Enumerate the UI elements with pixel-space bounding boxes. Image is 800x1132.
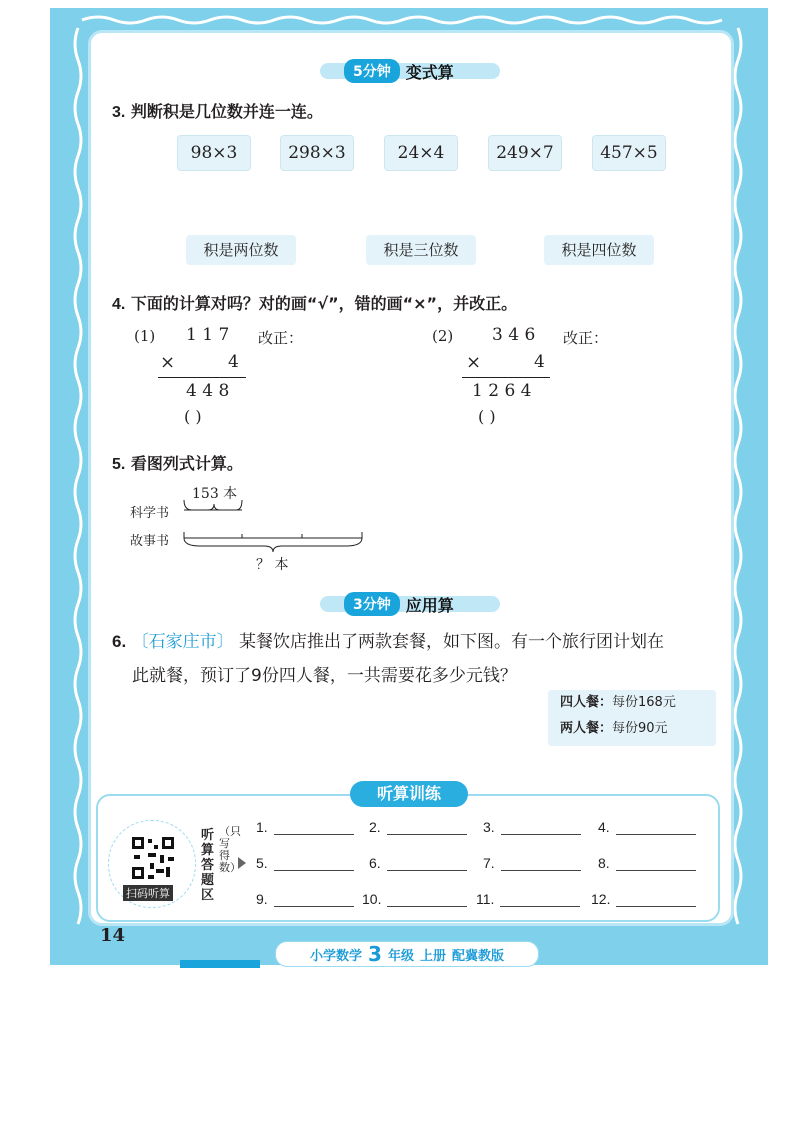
fix-label: 改正：	[563, 329, 609, 347]
answer-slot[interactable]: 12.	[591, 891, 696, 907]
menu-card	[548, 690, 716, 746]
page-number: 14	[100, 925, 126, 946]
amount-label: 153 本	[192, 486, 238, 502]
product: 1 2 6 4	[472, 381, 532, 401]
menu-item	[560, 690, 716, 716]
footer-volume: 上册	[419, 948, 446, 964]
answer-paren[interactable]: ( )	[184, 407, 202, 426]
question-text: 看图列式计算。	[130, 454, 243, 473]
expression-box[interactable]: 457×5	[592, 135, 666, 171]
multiplicand: 1 1 7	[186, 325, 230, 345]
problem-label: (2)	[432, 327, 454, 345]
multiplier: 4	[534, 352, 545, 372]
times-sign: ×	[466, 352, 482, 373]
menu-item-price: 每份168元	[612, 695, 676, 710]
problem-label: (1)	[134, 327, 156, 345]
fix-label: 改正：	[258, 329, 304, 347]
expression-box[interactable]: 298×3	[280, 135, 354, 171]
question-4	[112, 291, 517, 314]
question-text-2: 此就餐，预订了9份四人餐，一共需要花多少元钱？	[132, 666, 517, 686]
unknown-label: ？ 本	[256, 557, 289, 573]
times-sign: ×	[160, 352, 176, 373]
section-title: 应用算	[405, 595, 454, 615]
question-number: 3.	[112, 104, 126, 121]
expression-box[interactable]: 98×3	[177, 135, 251, 171]
rule-line	[158, 377, 246, 378]
question-text-1: 某餐饮店推出了两款套餐，如下图。有一个旅行团计划在	[239, 632, 664, 652]
answer-paren[interactable]: ( )	[478, 407, 496, 426]
answer-slot[interactable]: 5.	[256, 855, 354, 871]
section-time: 3分钟	[344, 592, 400, 616]
question-number: 5.	[112, 456, 126, 473]
section-header-1	[344, 59, 454, 83]
question-5	[112, 451, 243, 474]
question-number: 4.	[112, 296, 126, 313]
question-text: 下面的计算对吗？对的画“√”，错的画“×”，并改正。	[130, 294, 518, 313]
footer-tab	[180, 960, 260, 968]
answer-slot[interactable]: 9.	[256, 891, 354, 907]
answer-slot[interactable]: 8.	[598, 855, 696, 871]
footer-subject: 小学数学	[310, 948, 363, 964]
answer-slot[interactable]: 2.	[369, 819, 467, 835]
answer-slot[interactable]: 3.	[483, 819, 581, 835]
question-number: 6.	[112, 632, 127, 651]
answer-slot[interactable]: 11.	[476, 891, 580, 907]
rule-line	[462, 377, 550, 378]
answer-box[interactable]: 积是三位数	[366, 235, 476, 265]
answer-box[interactable]: 积是两位数	[186, 235, 296, 265]
answer-slot[interactable]: 4.	[598, 819, 696, 835]
question-3	[112, 99, 323, 122]
section-title: 变式算	[405, 62, 454, 82]
footer-badge	[275, 941, 539, 967]
multiplicand: 3 4 6	[492, 325, 536, 345]
answer-slot[interactable]: 7.	[483, 855, 581, 871]
answer-slot[interactable]: 1.	[256, 819, 354, 835]
answer-area-label: 听算答题区	[201, 828, 215, 903]
question-6	[112, 627, 664, 652]
footer-grade: 3	[368, 942, 382, 966]
section-header-2	[344, 592, 454, 616]
menu-item	[560, 716, 716, 742]
expression-box[interactable]: 249×7	[488, 135, 562, 171]
menu-item-name: 两人餐：	[560, 721, 613, 736]
menu-item-name: 四人餐：	[560, 695, 613, 710]
section-time: 5分钟	[344, 59, 400, 83]
bar-diagram	[180, 496, 380, 556]
region-tag: 〔石家庄市〕	[131, 632, 234, 652]
qr-code-icon[interactable]	[130, 835, 176, 881]
answer-note: （只写得数）	[219, 825, 241, 874]
footer-grade-label: 年级	[387, 948, 414, 964]
product: 4 4 8	[186, 381, 230, 401]
answer-slot[interactable]: 6.	[369, 855, 467, 871]
expression-box[interactable]: 24×4	[384, 135, 458, 171]
footer-edition: 配冀教版	[451, 948, 504, 964]
play-arrow-icon[interactable]	[238, 857, 246, 869]
menu-item-price: 每份90元	[612, 721, 668, 736]
science-books-label: 科学书	[130, 506, 170, 521]
listening-title: 听算训练	[350, 781, 468, 807]
scan-label: 扫码听算	[123, 885, 173, 901]
answer-slot[interactable]: 10.	[362, 891, 467, 907]
story-books-label: 故事书	[130, 534, 170, 549]
answer-box[interactable]: 积是四位数	[544, 235, 654, 265]
question-text: 判断积是几位数并连一连。	[130, 102, 323, 121]
multiplier: 4	[228, 352, 239, 372]
